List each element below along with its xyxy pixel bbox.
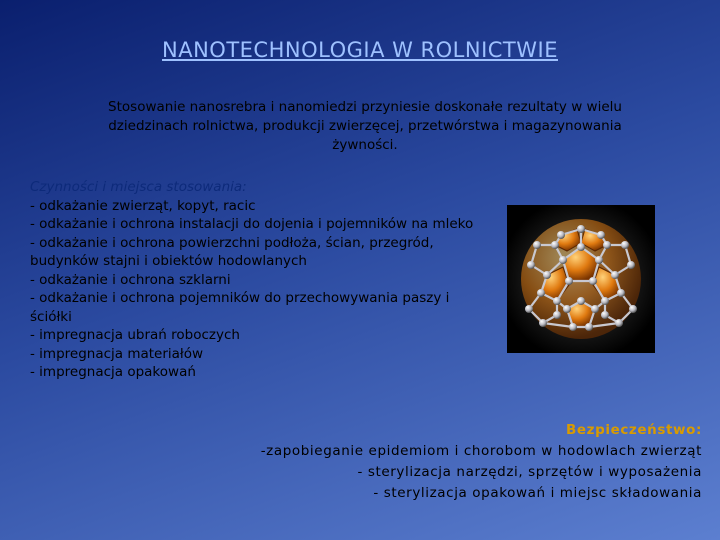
- uses-item: - odkażanie i ochrona powierzchni podłoża, ścian, przegród, budynków stajni i obiektów hodowlanych: [30, 234, 434, 269]
- uses-item: - odkażanie zwierząt, kopyt, racic: [30, 197, 256, 214]
- safety-item: - sterylizacja opakowań i miejsc składowania: [373, 485, 702, 501]
- safety-item: -zapobieganie epidemiom i chorobom w hodowlach zwierząt: [260, 443, 702, 459]
- intro-paragraph: Stosowanie nanosrebra i nanomiedzi przyniesie doskonałe rezultaty w wielu dziedzinach rolnictwa, produkcji zwierzęcej, przetwórstwa i magazynowania żywności.: [108, 99, 622, 153]
- uses-item: - odkażanie i ochrona szklarni: [30, 271, 231, 288]
- slide-title: NANOTECHNOLOGIA W ROLNICTWIE: [162, 38, 558, 62]
- fullerene-molecule-icon: [507, 205, 655, 353]
- uses-item: - odkażanie i ochrona instalacji do dojenia i pojemników na mleko: [30, 216, 474, 232]
- uses-section: [30, 178, 490, 382]
- safety-item: - sterylizacja narzędzi, sprzętów i wyposażenia: [357, 464, 702, 480]
- uses-heading: Czynności i miejsca stosowania:: [30, 179, 247, 195]
- uses-item: - impregnacja materiałów: [30, 345, 204, 362]
- uses-item: - odkażanie i ochrona pojemników do przechowywania paszy i ściółki: [30, 290, 450, 325]
- safety-section: [182, 420, 702, 504]
- uses-item: - impregnacja opakowań: [30, 364, 196, 380]
- uses-item: - impregnacja ubrań roboczych: [30, 327, 240, 343]
- safety-heading: Bezpieczeństwo:: [565, 422, 702, 438]
